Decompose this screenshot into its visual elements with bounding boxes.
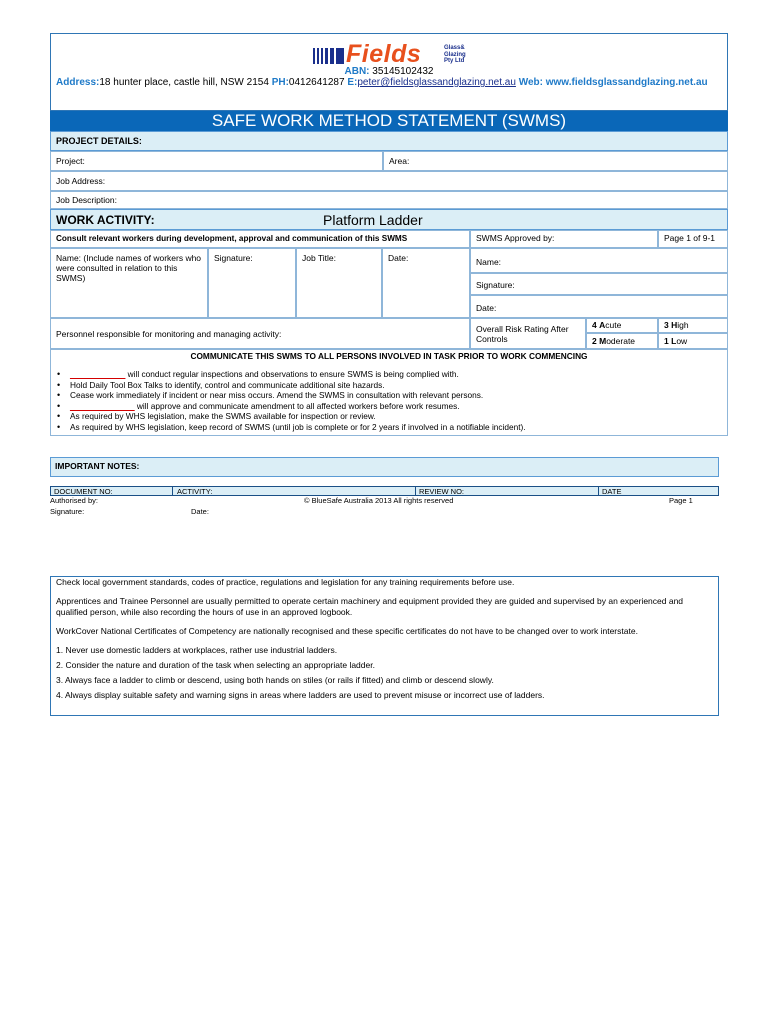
risk-moderate-number: 2: [592, 336, 597, 346]
footer-date-label: Date:: [191, 507, 209, 516]
communicate-heading: COMMUNICATE THIS SWMS TO ALL PERSONS INVOLVED IN TASK PRIOR TO WORK COMMENCING: [190, 351, 588, 361]
risk-high-initial: H: [671, 320, 678, 330]
letterhead: [50, 33, 728, 111]
job-address-field[interactable]: [50, 171, 728, 191]
note-paragraph: WorkCover National Certificates of Competency are nationally recognised and these specific certificates do not have to be changed over to work interstate.: [56, 626, 638, 636]
footer-table: [50, 486, 719, 496]
consult-instruction: [50, 230, 470, 248]
signature-label: Signature:: [214, 253, 253, 263]
company-logo: [313, 40, 473, 68]
date-label: Date:: [388, 253, 409, 263]
project-details-label: PROJECT DETAILS:: [56, 136, 142, 146]
logo-bars-icon: [313, 46, 345, 66]
address-value: 18 hunter place, castle hill, NSW 2154: [99, 77, 269, 88]
area-label: Area:: [389, 156, 410, 166]
project-label: Project:: [56, 156, 85, 166]
consult-text: Consult relevant workers during development, approval and communication of this SWMS: [56, 234, 408, 243]
approver-date-label: Date:: [476, 303, 497, 313]
project-field[interactable]: [50, 151, 383, 171]
risk-high-text: igh: [677, 320, 689, 330]
address-label: Address:: [56, 77, 100, 88]
risk-low-initial: L: [671, 336, 677, 346]
list-item: • As required by WHS legislation, keep record of SWMS (until job is complete or for 2 years if involved in a notifiable incident).: [54, 422, 724, 433]
approver-blank[interactable]: ______________: [70, 400, 135, 411]
risk-acute-initial: A: [599, 320, 606, 330]
footer-divider: [415, 487, 416, 495]
job-description-label: Job Description:: [56, 195, 117, 205]
risk-acute-text: cute: [605, 320, 622, 330]
risk-low-number: 1: [664, 336, 669, 346]
approver-signature-field[interactable]: [470, 273, 728, 295]
training-notes-box: [50, 576, 719, 716]
list-item: • As required by WHS legislation, make the SWMS available for inspection or review.: [54, 411, 724, 422]
phone-value: 0412641287: [288, 77, 345, 88]
list-item: [54, 401, 724, 412]
signature-column[interactable]: [208, 248, 296, 318]
phone-label: PH:: [271, 77, 289, 88]
note-paragraph: Check local government standards, codes of practice, regulations and legislation for any training requirements before use.: [56, 577, 515, 587]
approver-name-label: Name:: [476, 257, 502, 267]
job-title-label: Job Title:: [302, 253, 337, 263]
consulted-names-column[interactable]: [50, 248, 208, 318]
logo-tag-line-2: Glazing: [444, 51, 466, 58]
logo-wordmark: Fields: [346, 40, 422, 68]
important-notes-bar: [50, 457, 719, 477]
email-link[interactable]: peter@fieldsglassandglazing.net.au: [357, 77, 516, 88]
abn-label: ABN:: [344, 66, 370, 77]
communicate-list: [54, 369, 724, 432]
approver-date-field[interactable]: [470, 295, 728, 318]
area-field[interactable]: [383, 151, 728, 171]
swms-approved-by: [470, 230, 658, 248]
note-paragraph: Apprentices and Trainee Personnel are usually permitted to operate certain machinery and equipment provided they are guided and supervised by an experienced and qualified person, while also recording the hours of use in an approved logbook.: [56, 596, 684, 617]
abn-value: 35145102432: [372, 66, 434, 77]
work-activity-row: [50, 209, 728, 230]
personnel-responsible-label: Personnel responsible for monitoring and managing activity:: [56, 329, 282, 339]
work-activity-label: WORK ACTIVITY:: [56, 213, 155, 227]
email-label: E:: [347, 77, 358, 88]
job-title-column[interactable]: [296, 248, 382, 318]
footer-signature: Signature:: [50, 507, 85, 516]
footer-copyright: © BlueSafe Australia 2013 All rights reserved: [304, 496, 454, 505]
abn-line: [51, 66, 727, 77]
note-paragraph: 1. Never use domestic ladders at workplaces, rather use industrial ladders.: [56, 645, 338, 655]
list-item-text: will conduct regular inspections and observations to ensure SWMS is being complied with.: [125, 369, 459, 379]
communicate-section: [50, 349, 728, 436]
footer-page: Page 1: [669, 496, 693, 505]
list-item: • Hold Daily Tool Box Talks to identify, control and communicate additional site hazards.: [54, 380, 724, 391]
risk-rating-label: Overall Risk Rating After Controls: [476, 324, 569, 344]
footer-date: DATE: [602, 487, 622, 496]
list-item: • Cease work immediately if incident or near miss occurs. Amend the SWMS in consultation with relevant persons.: [54, 390, 724, 401]
personnel-responsible-field[interactable]: [50, 318, 470, 349]
footer-document-no: DOCUMENT NO:: [54, 487, 113, 496]
risk-acute[interactable]: [586, 318, 658, 333]
page-count: [658, 230, 728, 248]
footer-divider: [598, 487, 599, 495]
approver-signature-label: Signature:: [476, 280, 515, 290]
job-description-field[interactable]: [50, 191, 728, 209]
risk-rating-label-cell: [470, 318, 586, 349]
consulted-names-label: Name: (Include names of workers who were consulted in relation to this SWMS): [56, 253, 202, 283]
footer-authorised-by: Authorised by:: [50, 496, 98, 505]
logo-tag-line-1: Glass&: [444, 45, 465, 51]
web-link[interactable]: www.fieldsglassandglazing.net.au: [545, 77, 708, 88]
important-notes-label: IMPORTANT NOTES:: [55, 461, 140, 471]
note-paragraph: 4. Always display suitable safety and warning signs in areas where ladders are used to prevent misuse or incorrect use of ladders.: [56, 690, 545, 700]
note-paragraph: 3. Always face a ladder to climb or descend, using both hands on stiles (or rails if fitted) and climb or descend slowly.: [56, 675, 494, 685]
risk-acute-number: 4: [592, 320, 597, 330]
list-item: [54, 369, 724, 380]
job-address-label: Job Address:: [56, 176, 106, 186]
footer-divider: [172, 487, 173, 495]
inspector-blank[interactable]: ____________: [70, 369, 126, 379]
work-activity-value: Platform Ladder: [323, 212, 423, 228]
risk-moderate-initial: M: [599, 336, 607, 346]
footer-review-no: REVIEW NO:: [419, 487, 465, 496]
note-paragraph: 2. Consider the nature and duration of the task when selecting an appropriate ladder.: [56, 660, 375, 670]
risk-low-text: ow: [676, 336, 688, 346]
list-item-text: will approve and communicate amendment to all affected workers before work resumes.: [134, 400, 460, 411]
footer-activity: ACTIVITY:: [177, 487, 213, 496]
approver-name-field[interactable]: [470, 248, 728, 273]
project-details-heading: [50, 131, 728, 151]
approved-by-label: SWMS Approved by:: [476, 233, 555, 243]
logo-tag-line-3: Pty Ltd: [444, 58, 465, 64]
contact-line: [56, 77, 732, 88]
risk-high[interactable]: [658, 318, 728, 333]
date-column[interactable]: [382, 248, 470, 318]
risk-moderate-text: oderate: [606, 336, 636, 346]
risk-moderate[interactable]: [586, 333, 658, 349]
web-label: Web:: [518, 77, 543, 88]
logo-tagline: [444, 45, 466, 65]
page-count-label: Page 1 of 9-1: [664, 233, 716, 243]
risk-high-number: 3: [664, 320, 669, 330]
document-title: SAFE WORK METHOD STATEMENT (SWMS): [50, 111, 728, 131]
risk-low[interactable]: [658, 333, 728, 349]
